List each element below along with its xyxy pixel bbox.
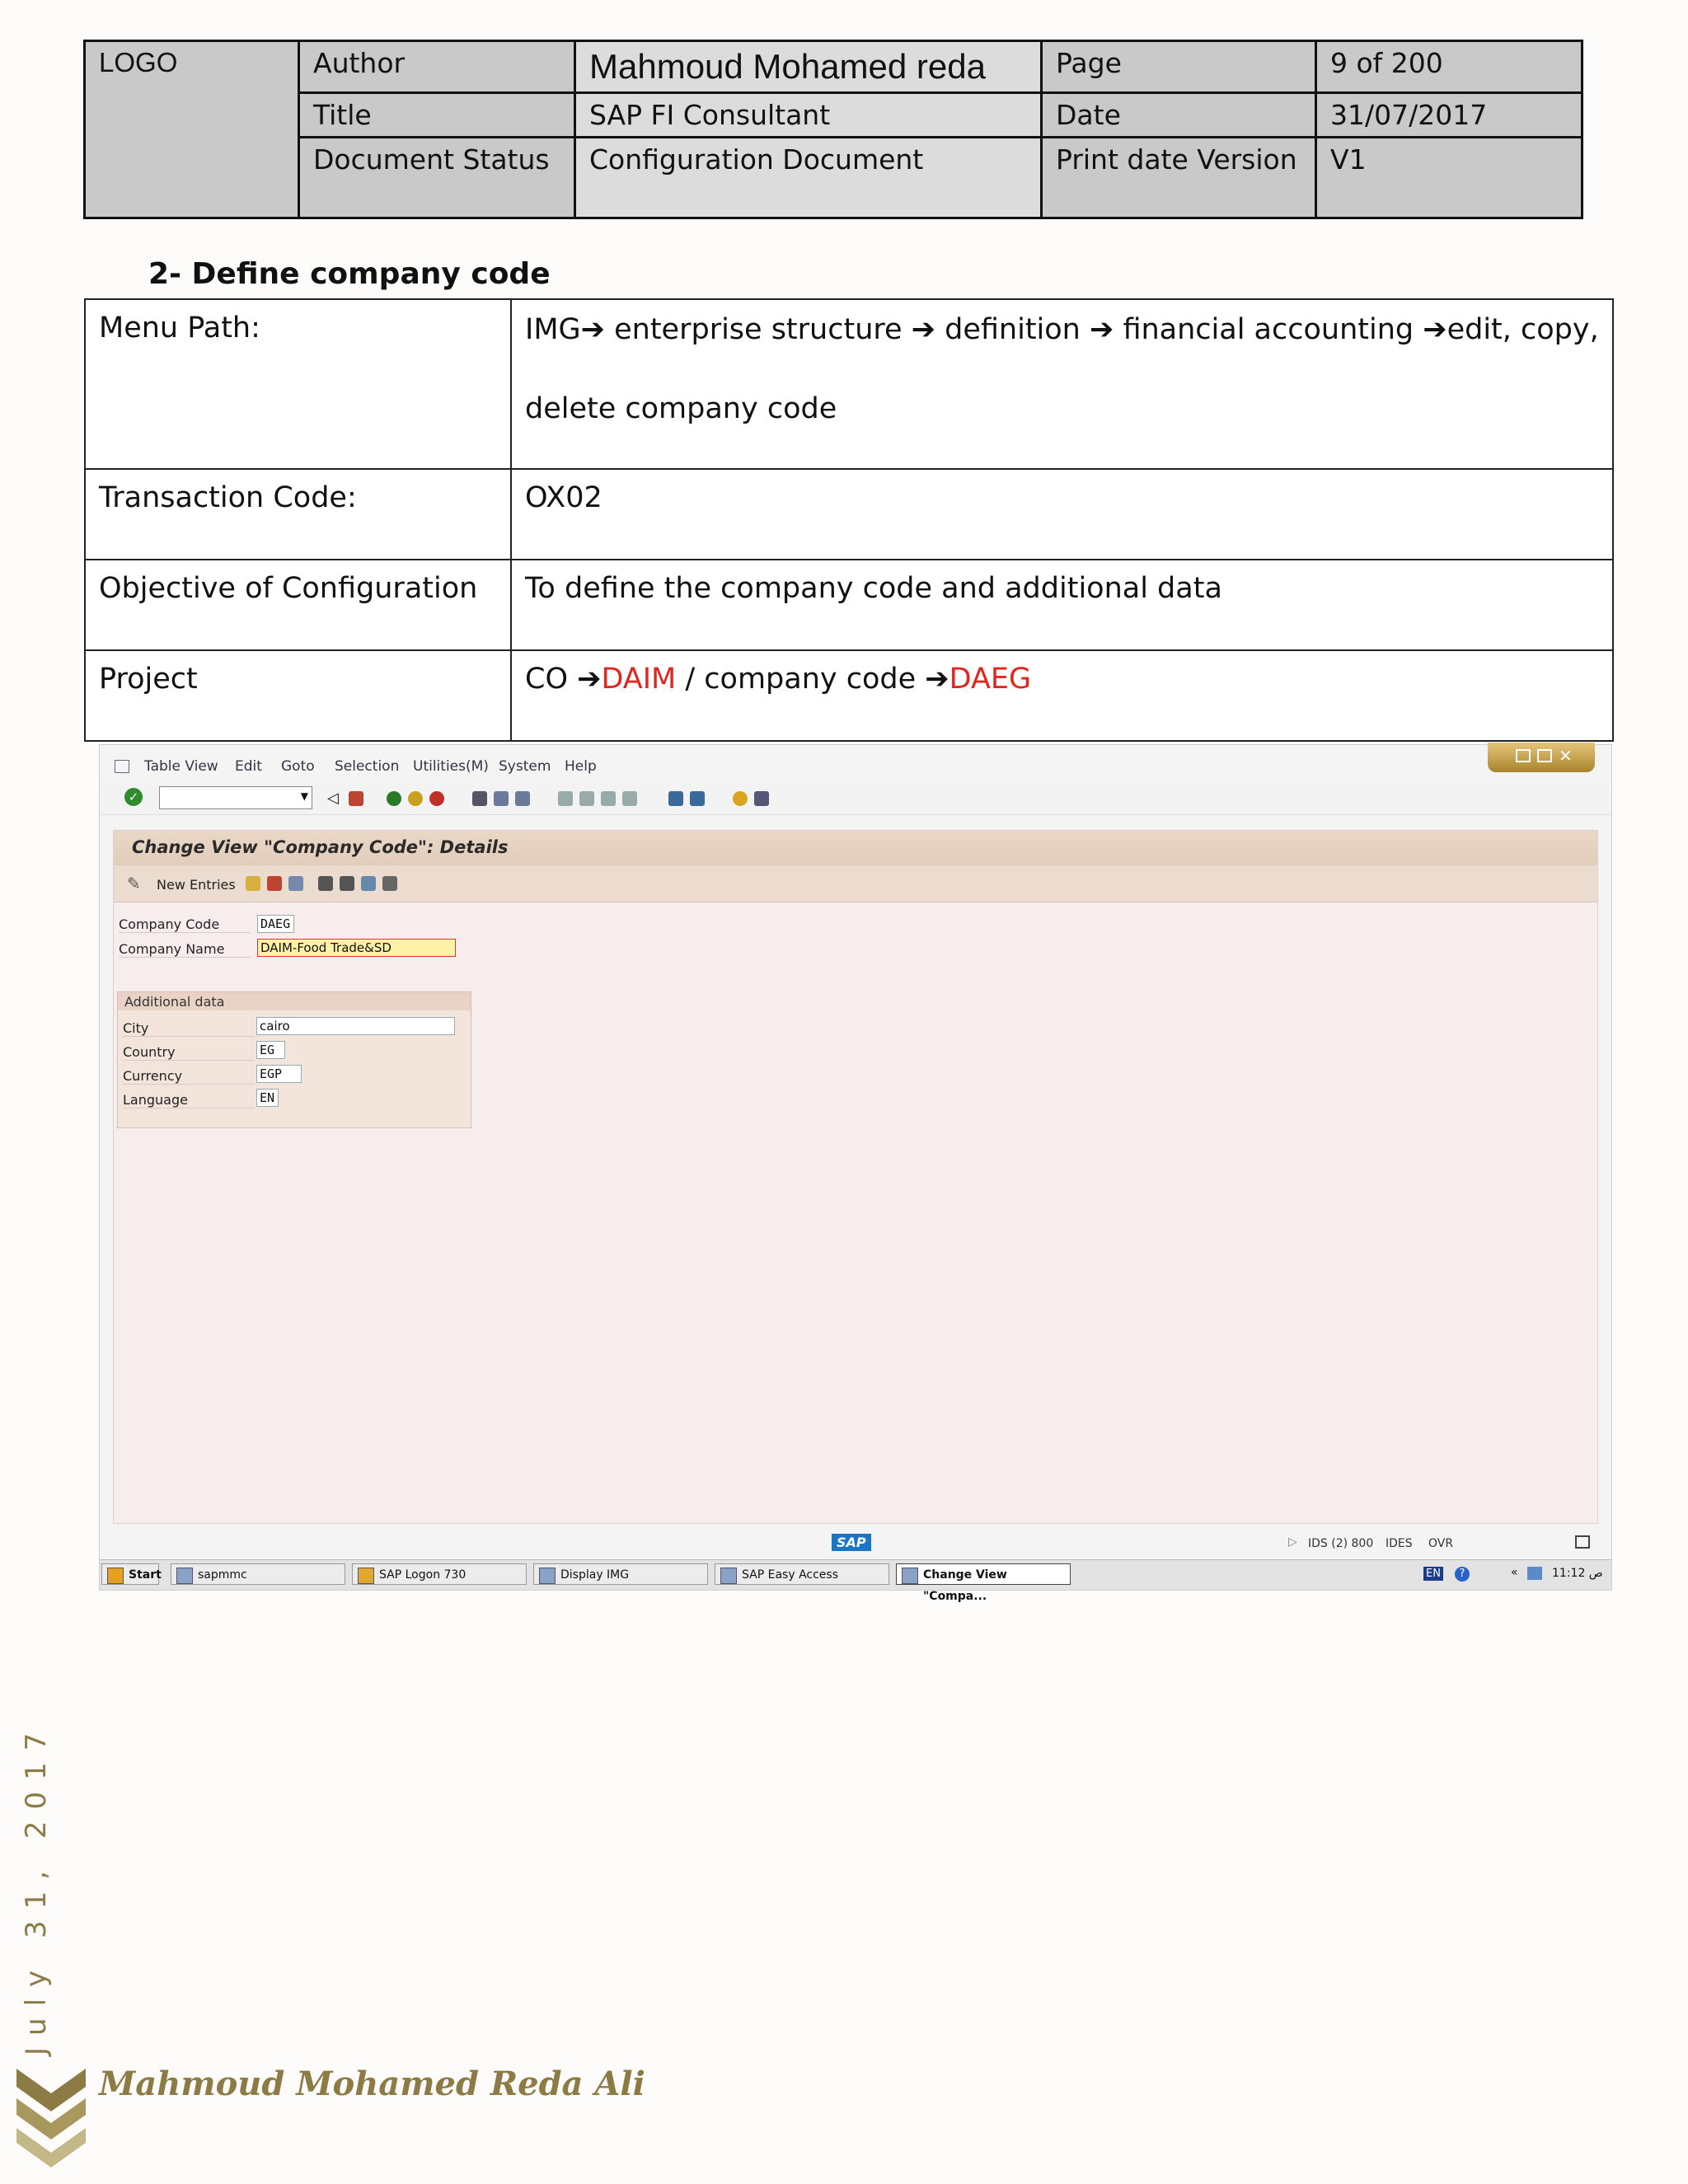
copy-as-icon[interactable]: [246, 876, 260, 891]
page-label: Page: [1042, 41, 1316, 93]
author-label: Author: [299, 41, 575, 93]
lock-icon[interactable]: [1575, 1535, 1590, 1549]
country-label: Country: [123, 1044, 255, 1061]
exit-icon[interactable]: [408, 791, 423, 806]
new-entries-button[interactable]: New Entries: [157, 877, 236, 893]
back-icon[interactable]: [387, 791, 401, 806]
restore-icon[interactable]: [1537, 749, 1552, 762]
currency-field[interactable]: EGP: [256, 1065, 302, 1083]
windows-taskbar: [100, 1559, 1611, 1603]
project-daim: DAIM: [601, 663, 677, 696]
screen-title-bar: [114, 831, 1597, 865]
project-co: CO: [525, 663, 578, 696]
command-field[interactable]: [159, 786, 312, 809]
app-icon: [720, 1568, 737, 1584]
menu-system[interactable]: System: [499, 758, 551, 775]
menu-path-part: definition: [935, 313, 1090, 346]
menu-path-part: edit, copy,: [1447, 313, 1599, 346]
date-label: Date: [1042, 93, 1316, 138]
screen-title: Change View "Company Code": Details: [132, 837, 509, 857]
help-icon[interactable]: [733, 791, 748, 806]
start-button[interactable]: Start: [101, 1563, 159, 1585]
cancel-icon[interactable]: [429, 791, 444, 806]
taskbar-item-change-view[interactable]: Change View "Compa...: [896, 1563, 1071, 1585]
menu-utilities[interactable]: Utilities(M): [413, 758, 489, 775]
arrow-icon: ➔: [1089, 313, 1114, 346]
shortcut-icon[interactable]: [690, 791, 705, 806]
clock[interactable]: 11:12 ص: [1552, 1567, 1603, 1580]
tray-expand-icon[interactable]: «: [1511, 1566, 1518, 1579]
company-code-field[interactable]: DAEG: [257, 915, 294, 933]
save-icon[interactable]: [349, 791, 363, 806]
title-label: Title: [299, 93, 575, 138]
title-value: SAP FI Consultant: [575, 93, 1042, 138]
taskbar-item-easy-access[interactable]: SAP Easy Access: [715, 1563, 889, 1585]
menu-help[interactable]: Help: [565, 758, 597, 775]
print-label: Print date Version: [1042, 138, 1316, 218]
objective-label: Objective of Configuration: [85, 560, 511, 650]
menu-table-view[interactable]: Table View: [144, 758, 218, 775]
enter-check-icon[interactable]: ✓: [124, 788, 143, 806]
project-daeg: DAEG: [949, 663, 1032, 696]
objective-value: To define the company code and additional data: [511, 560, 1613, 650]
print-icon[interactable]: [472, 791, 487, 806]
status-expand-icon[interactable]: ▷: [1288, 1535, 1297, 1549]
status-value: Configuration Document: [575, 138, 1042, 218]
company-code-label: Company Code: [119, 916, 251, 933]
deselect-all-icon[interactable]: [382, 876, 397, 891]
group-title: Additional data: [124, 994, 225, 1010]
language-indicator[interactable]: EN: [1423, 1567, 1443, 1581]
first-page-icon[interactable]: [558, 791, 573, 806]
edit-pencil-icon[interactable]: ✎: [127, 874, 141, 893]
next-page-icon[interactable]: [601, 791, 616, 806]
logo-cell: LOGO: [85, 41, 299, 218]
create-session-icon[interactable]: [668, 791, 683, 806]
menu-path-label: Menu Path:: [85, 299, 511, 469]
sap-menu-bar: [100, 745, 1611, 780]
page-value: 9 of 200: [1316, 41, 1582, 93]
tcode-value: OX02: [511, 469, 1613, 560]
taskbar-item-sap-logon[interactable]: SAP Logon 730: [352, 1563, 527, 1585]
arrow-icon: ➔: [1423, 313, 1447, 346]
sap-window: [99, 744, 1612, 1603]
menu-path-part: IMG: [525, 313, 581, 346]
language-label: Language: [123, 1092, 255, 1108]
taskbar-item-sapmmc[interactable]: sapmmc: [171, 1563, 345, 1585]
tcode-label: Transaction Code:: [85, 469, 511, 560]
dropdown-icon[interactable]: ▼: [300, 790, 308, 802]
project-mid: / company code: [676, 663, 926, 696]
menu-path-line2: delete company code: [525, 392, 837, 425]
delete-icon[interactable]: [267, 876, 282, 891]
country-field[interactable]: EG: [256, 1041, 285, 1059]
help-icon[interactable]: ?: [1455, 1567, 1470, 1582]
next-entry-icon[interactable]: [340, 876, 354, 891]
windows-logo-icon: [107, 1568, 124, 1584]
additional-data-group: [117, 991, 471, 1128]
side-date: July 31, 2017: [20, 1721, 53, 2055]
arrow-icon: ➔: [925, 663, 950, 696]
network-icon[interactable]: [1527, 1567, 1542, 1580]
menu-icon[interactable]: [115, 760, 129, 773]
arrow-icon: ➔: [577, 663, 602, 696]
app-icon: [902, 1568, 918, 1584]
menu-path-part: financial accounting: [1114, 313, 1423, 346]
author-signature: Mahmoud Mohamed Reda Ali: [99, 2064, 645, 2103]
menu-selection[interactable]: Selection: [335, 758, 400, 775]
company-name-label: Company Name: [119, 941, 251, 958]
status-system[interactable]: IDS (2) 800: [1308, 1537, 1374, 1550]
configuration-table: [84, 298, 1614, 742]
section-title: 2- Define company code: [148, 257, 551, 291]
city-field[interactable]: cairo: [256, 1017, 455, 1035]
last-page-icon[interactable]: [622, 791, 637, 806]
taskbar-item-display-img[interactable]: Display IMG: [533, 1563, 708, 1585]
select-all-icon[interactable]: [361, 876, 376, 891]
window-controls[interactable]: [1488, 743, 1595, 772]
app-icon: [358, 1568, 374, 1584]
back-arrow-icon[interactable]: ◁: [327, 790, 339, 807]
arrow-icon: ➔: [580, 313, 605, 346]
undo-change-icon[interactable]: [288, 876, 303, 891]
chevron-logo-icon: [16, 2069, 86, 2176]
document-header-table: [83, 40, 1583, 219]
find-next-icon[interactable]: [515, 791, 530, 806]
previous-page-icon[interactable]: [579, 791, 594, 806]
minimize-icon[interactable]: [1516, 749, 1531, 762]
find-icon[interactable]: [494, 791, 509, 806]
project-label: Project: [85, 650, 511, 741]
app-icon: [176, 1568, 193, 1584]
app-icon: [539, 1568, 556, 1584]
status-mode[interactable]: OVR: [1428, 1537, 1454, 1550]
status-label: Document Status: [299, 138, 575, 218]
layout-menu-icon[interactable]: [754, 791, 769, 806]
print-value: V1: [1316, 138, 1582, 218]
application-toolbar: [114, 865, 1597, 902]
arrow-icon: ➔: [911, 313, 935, 346]
sap-standard-toolbar: [100, 781, 1611, 815]
date-value: 31/07/2017: [1316, 93, 1582, 138]
previous-entry-icon[interactable]: [318, 876, 333, 891]
sap-logo: SAP: [832, 1534, 871, 1551]
company-name-field[interactable]: DAIM-Food Trade&SD: [257, 939, 456, 957]
status-server: IDES: [1386, 1537, 1413, 1550]
language-field[interactable]: EN: [256, 1089, 279, 1107]
currency-label: Currency: [123, 1068, 255, 1085]
menu-goto[interactable]: Goto: [281, 758, 315, 775]
author-value: Mahmoud Mohamed reda: [575, 41, 1042, 93]
sap-content-area: [113, 830, 1598, 1524]
menu-edit[interactable]: Edit: [235, 758, 262, 775]
sap-status-bar: [100, 1532, 1611, 1557]
close-icon[interactable]: ✕: [1559, 746, 1573, 766]
project-value: [511, 650, 1613, 741]
city-label: City: [123, 1020, 255, 1037]
menu-path-value: [511, 299, 1613, 469]
menu-path-part: enterprise structure: [604, 313, 912, 346]
